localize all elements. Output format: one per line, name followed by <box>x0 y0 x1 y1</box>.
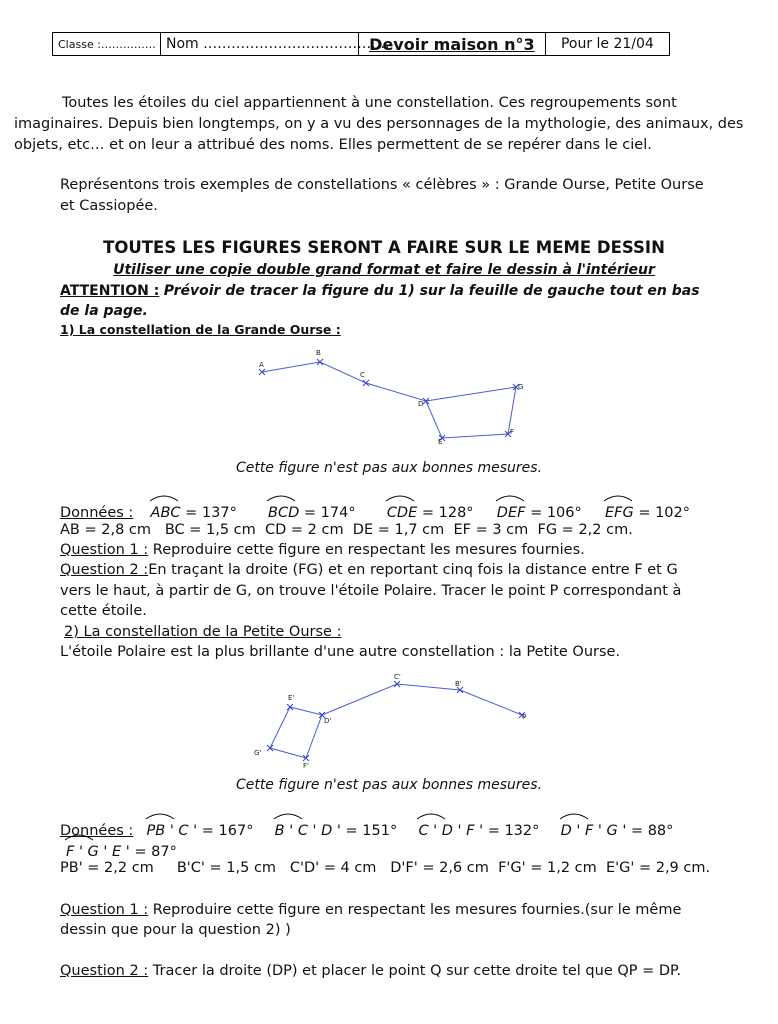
label-e-prime: E' <box>288 694 295 702</box>
q1-label: Question 1 : <box>60 542 149 558</box>
angle-efg: EFG <box>605 499 634 524</box>
data-label: Données : <box>60 505 134 521</box>
intro-line-3: objets, etc… et on leur a attribué des noms. Elles permettent de se repérer dans le ciel. <box>14 137 652 153</box>
attention-line-1 <box>60 281 700 302</box>
angle-arc-icon <box>559 812 589 820</box>
section1-title: 1) La constellation de la Grande Ourse : <box>60 322 341 337</box>
star-c-mark <box>363 380 369 386</box>
section1-lengths: AB = 2,8 cm BC = 1,5 cm CD = 2 cm DE = 1,7 cm EF = 3 cm FG = 2,2 cm. <box>60 522 633 538</box>
figure1-caption: Cette figure n'est pas aux bonnes mesures. <box>235 460 543 476</box>
document-title: Devoir maison n°3 <box>359 33 546 55</box>
grande-ourse-figure <box>250 344 530 444</box>
section1-q2 <box>60 560 678 581</box>
angle-arc-icon <box>266 494 296 502</box>
attention-line-2: de la page. <box>60 303 148 319</box>
intro-line-1: Toutes les étoiles du ciel appartiennent à une constellation. Ces regroupements sont <box>62 95 677 111</box>
angle-cdf-prime-value: = 132° <box>487 823 540 839</box>
angle-fge-prime: F ' G ' E ' <box>66 838 130 863</box>
angle-dfg-prime: D ' F ' G ' <box>561 817 627 842</box>
angle-arc-icon <box>145 812 175 820</box>
header-table <box>52 32 670 56</box>
q1-text-2: Reproduire cette figure en respectant les mesures fournies.(sur le même <box>152 902 682 918</box>
petite-ourse-lines <box>270 684 522 758</box>
q1-text: Reproduire cette figure en respectant les mesures fournies. <box>152 542 585 558</box>
label-b-prime: B' <box>455 680 462 688</box>
q2-label-2: Question 2 : <box>60 963 149 979</box>
q2-label: Question 2 : <box>60 562 149 578</box>
angle-pbc-value: = 167° <box>201 823 254 839</box>
label-f-prime: F' <box>303 762 309 770</box>
section2-q1-line2: dessin que pour la question 2) ) <box>60 922 291 938</box>
section2-q2 <box>60 961 681 982</box>
intro2-line-2: et Cassiopée. <box>60 198 158 214</box>
angle-arc-icon <box>416 812 446 820</box>
angle-bcd: BCD <box>268 499 299 524</box>
star-f-prime-mark <box>303 755 309 761</box>
q2-text: En traçant la droite (FG) et en reportant cinq fois la distance entre F et G <box>148 562 678 578</box>
angle-bcd-prime-value: = 151° <box>345 823 398 839</box>
label-g: G <box>518 383 524 391</box>
angle-cdf-prime: C ' D ' F ' <box>418 817 483 842</box>
label-c-prime: C' <box>394 673 401 681</box>
section1-q2-line3: cette étoile. <box>60 603 147 619</box>
figure2-caption: Cette figure n'est pas aux bonnes mesures. <box>235 777 543 793</box>
label-g-prime: G' <box>254 749 262 757</box>
label-e: E <box>438 438 443 446</box>
angle-arc-icon <box>149 494 179 502</box>
due-date: Pour le 21/04 <box>560 36 654 52</box>
angle-cde-value: = 128° <box>421 505 474 521</box>
label-f: F <box>510 428 515 436</box>
label-a: A <box>259 361 264 369</box>
q2-text-2: Tracer la droite (DP) et placer le point Q sur cette droite tel que QP = DP. <box>152 963 682 979</box>
section1-q2-line2: vers le haut, à partir de G, on trouve l'étoile Polaire. Tracer le point P correspondant à <box>60 583 682 599</box>
section1-q1 <box>60 540 585 561</box>
angle-pbc: PB ' C ' <box>147 817 198 842</box>
label-b: B <box>316 349 321 357</box>
angle-def: DEF <box>497 499 526 524</box>
attention-label: ATTENTION : <box>60 283 160 299</box>
label-p: P <box>522 713 527 721</box>
classe-field: Classe :…………… <box>53 33 161 55</box>
attention-text: Prévoir de tracer la figure du 1) sur la feuille de gauche tout en bas <box>163 283 700 299</box>
angle-fge-prime-value: = 87° <box>134 844 177 860</box>
angle-efg-value: = 102° <box>638 505 691 521</box>
angle-bcd-prime: B ' C ' D ' <box>275 817 341 842</box>
section2-q1 <box>60 900 681 921</box>
angle-def-value: = 106° <box>530 505 582 521</box>
grande-ourse-lines <box>262 362 516 438</box>
star-e-prime-mark <box>287 704 293 710</box>
label-d-prime: D' <box>324 717 332 725</box>
main-heading: TOUTES LES FIGURES SERONT A FAIRE SUR LE MEME DESSIN <box>103 238 665 257</box>
angle-arc-icon <box>495 494 525 502</box>
angle-arc-icon <box>603 494 633 502</box>
label-d: D <box>418 400 424 408</box>
angle-bcd-value: = 174° <box>303 505 356 521</box>
angle-cde: CDE <box>387 499 417 524</box>
angle-arc-icon <box>273 812 303 820</box>
data-label-2: Données : <box>60 823 134 839</box>
intro2-line-1: Représentons trois exemples de constellations « célèbres » : Grande Ourse, Petite Ourse <box>60 177 704 193</box>
label-c: C <box>360 371 365 379</box>
section2-title: 2) La constellation de la Petite Ourse : <box>64 624 342 640</box>
section2-intro: L'étoile Polaire est la plus brillante d'une autre constellation : la Petite Ourse. <box>60 644 621 660</box>
star-g-prime-mark <box>267 745 273 751</box>
nom-field: Nom ……………………………….… <box>161 33 359 55</box>
angle-arc-icon <box>385 494 415 502</box>
petite-ourse-figure <box>250 672 540 772</box>
q1-label-2: Question 1 : <box>60 902 149 918</box>
subheading: Utiliser une copie double grand format et faire le dessin à l'intérieur <box>113 262 655 278</box>
angle-abc-value: = 137° <box>185 505 237 521</box>
angle-abc: ABC <box>151 499 181 524</box>
section2-lengths: PB' = 2,2 cm B'C' = 1,5 cm C'D' = 4 cm D'F' = 2,6 cm F'G' = 1,2 cm E'G' = 2,9 cm. <box>60 860 711 876</box>
intro-line-2: imaginaires. Depuis bien longtemps, on y a vu des personnages de la mythologie, des animaux, des <box>14 116 744 132</box>
angle-arc-icon <box>64 833 94 841</box>
angle-dfg-prime-value: = 88° <box>630 823 674 839</box>
